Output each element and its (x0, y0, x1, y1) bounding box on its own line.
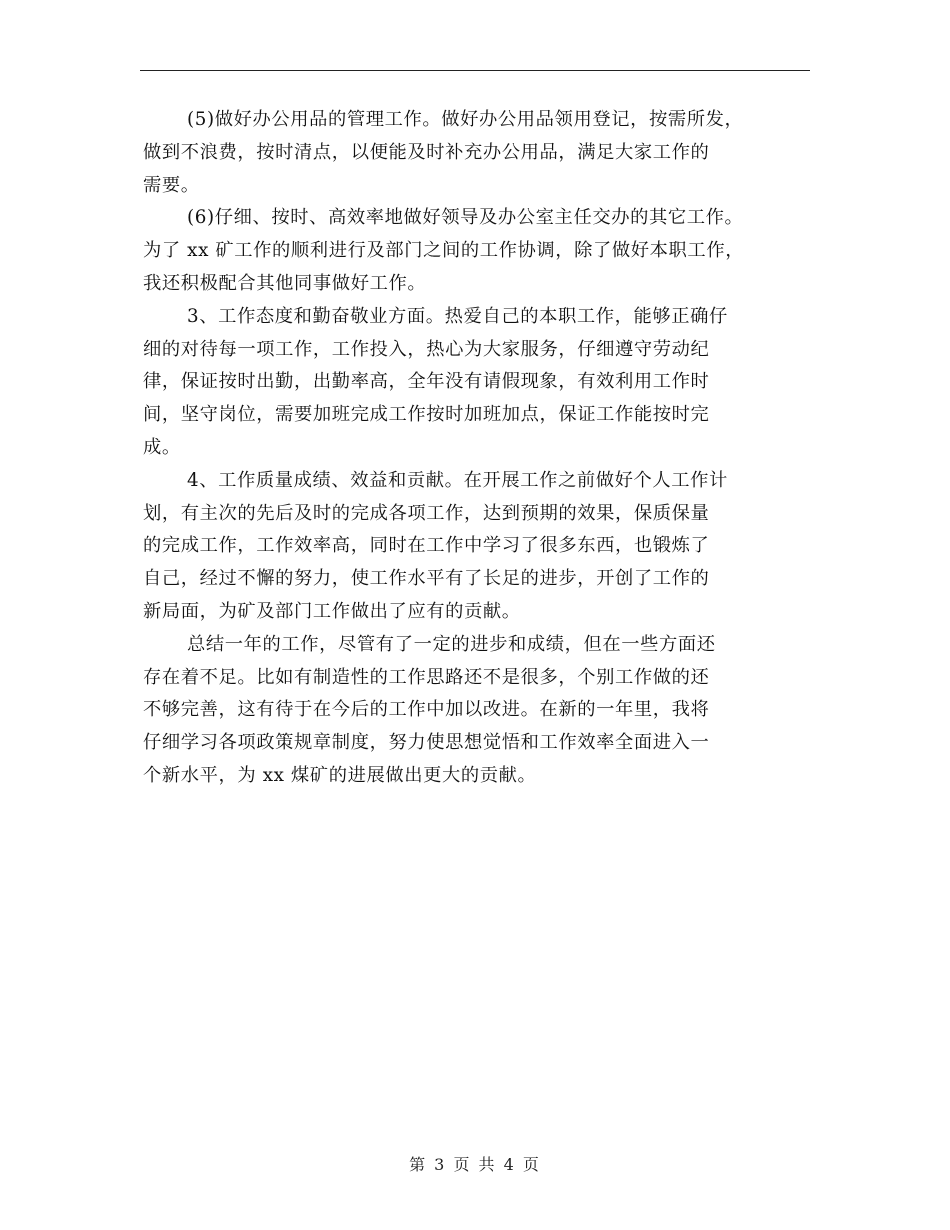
text-line: 划，有主次的先后及时的完成各项工作，达到预期的效果，保质保量 (143, 502, 710, 524)
paragraph-office-supplies (143, 104, 813, 202)
text-line: 我还积极配合其他同事做好工作。 (143, 272, 427, 294)
text-line: 做到不浪费，按时清点，以便能及时补充办公用品，满足大家工作的 (143, 141, 710, 163)
document-body (143, 104, 813, 793)
page-number-footer: 第 3 页 共 4 页 (409, 1155, 541, 1174)
text-line: 细的对待每一项工作，工作投入，热心为大家服务，仔细遵守劳动纪 (143, 338, 710, 360)
text-line: 总结一年的工作，尽管有了一定的进步和成绩，但在一些方面还 (187, 633, 716, 655)
paragraph-work-quality (143, 465, 813, 629)
text-line: 不够完善，这有待于在今后的工作中加以改进。在新的一年里，我将 (143, 699, 710, 721)
text-line: 新局面，为矿及部门工作做出了应有的贡献。 (143, 600, 521, 622)
text-line: 为了 xx 矿工作的顺利进行及部门之间的工作协调，除了做好本职工作， (143, 240, 745, 262)
header-rule (140, 70, 810, 71)
text-line: 3、工作态度和勤奋敬业方面。热爱自己的本职工作，能够正确仔 (187, 305, 728, 327)
text-line: (6)仔细、按时、高效率地做好领导及办公室主任交办的其它工作。 (187, 207, 744, 229)
text-line: 律，保证按时出勤，出勤率高，全年没有请假现象，有效利用工作时 (143, 371, 710, 393)
text-line: (5)做好办公用品的管理工作。做好办公用品领用登记，按需所发， (187, 109, 744, 130)
text-line: 个新水平，为 xx 煤矿的进展做出更大的贡献。 (143, 764, 537, 786)
text-line: 成。 (143, 436, 181, 458)
text-line: 4、工作质量成绩、效益和贡献。在开展工作之前做好个人工作计 (187, 469, 728, 491)
text-line: 自己，经过不懈的努力，使工作水平有了长足的进步，开创了工作的 (143, 568, 710, 590)
text-line: 存在着不足。比如有制造性的工作思路还不是很多，个别工作做的还 (143, 666, 710, 688)
paragraph-work-attitude (143, 301, 813, 465)
text-line: 的完成工作，工作效率高，同时在工作中学习了很多东西，也锻炼了 (143, 535, 710, 557)
text-line: 需要。 (143, 174, 200, 196)
paragraph-summary (143, 629, 813, 793)
paragraph-assigned-tasks (143, 202, 813, 300)
text-line: 仔细学习各项政策规章制度，努力使思想觉悟和工作效率全面进入一 (143, 732, 710, 754)
text-line: 间，坚守岗位，需要加班完成工作按时加班加点，保证工作能按时完 (143, 404, 710, 426)
